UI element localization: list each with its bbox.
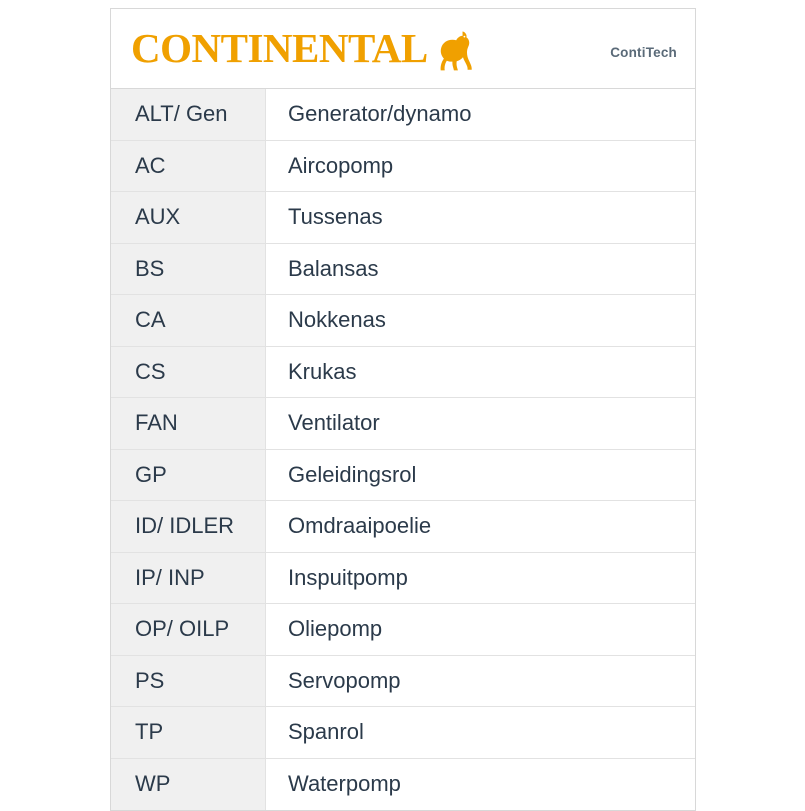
row-description: Waterpomp [266, 759, 695, 811]
row-code: WP [111, 759, 266, 811]
row-code: CA [111, 295, 266, 346]
row-code: FAN [111, 398, 266, 449]
table-row [111, 244, 695, 296]
row-code: TP [111, 707, 266, 758]
table-row [111, 501, 695, 553]
row-code: GP [111, 450, 266, 501]
row-description: Aircopomp [266, 141, 695, 192]
row-description: Ventilator [266, 398, 695, 449]
row-code: ID/ IDLER [111, 501, 266, 552]
table-row [111, 89, 695, 141]
table-row [111, 656, 695, 708]
table-row [111, 295, 695, 347]
table-row [111, 347, 695, 399]
row-description: Omdraaipoelie [266, 501, 695, 552]
row-description: Balansas [266, 244, 695, 295]
brand-wordmark: CONTINENTAL [131, 25, 428, 71]
row-code: BS [111, 244, 266, 295]
row-description: Nokkenas [266, 295, 695, 346]
table-row [111, 450, 695, 502]
row-code: OP/ OILP [111, 604, 266, 655]
row-description: Tussenas [266, 192, 695, 243]
row-description: Generator/dynamo [266, 89, 695, 140]
row-code: ALT/ Gen [111, 89, 266, 140]
row-description: Oliepomp [266, 604, 695, 655]
row-code: AUX [111, 192, 266, 243]
table-row [111, 707, 695, 759]
row-code: PS [111, 656, 266, 707]
table-row [111, 553, 695, 605]
abbreviation-table-sheet [110, 8, 696, 811]
table-row [111, 759, 695, 811]
table-row [111, 398, 695, 450]
row-description: Servopomp [266, 656, 695, 707]
row-description: Geleidingsrol [266, 450, 695, 501]
table-row [111, 604, 695, 656]
row-code: IP/ INP [111, 553, 266, 604]
row-description: Spanrol [266, 707, 695, 758]
row-description: Krukas [266, 347, 695, 398]
horse-logo-icon [432, 28, 478, 79]
row-description: Inspuitpomp [266, 553, 695, 604]
table-row [111, 192, 695, 244]
brand-header [111, 9, 695, 89]
contitech-sub-brand: ContiTech [610, 45, 677, 60]
row-code: AC [111, 141, 266, 192]
table-row [111, 141, 695, 193]
row-code: CS [111, 347, 266, 398]
abbreviation-rows [111, 89, 695, 810]
continental-logo [131, 26, 478, 79]
